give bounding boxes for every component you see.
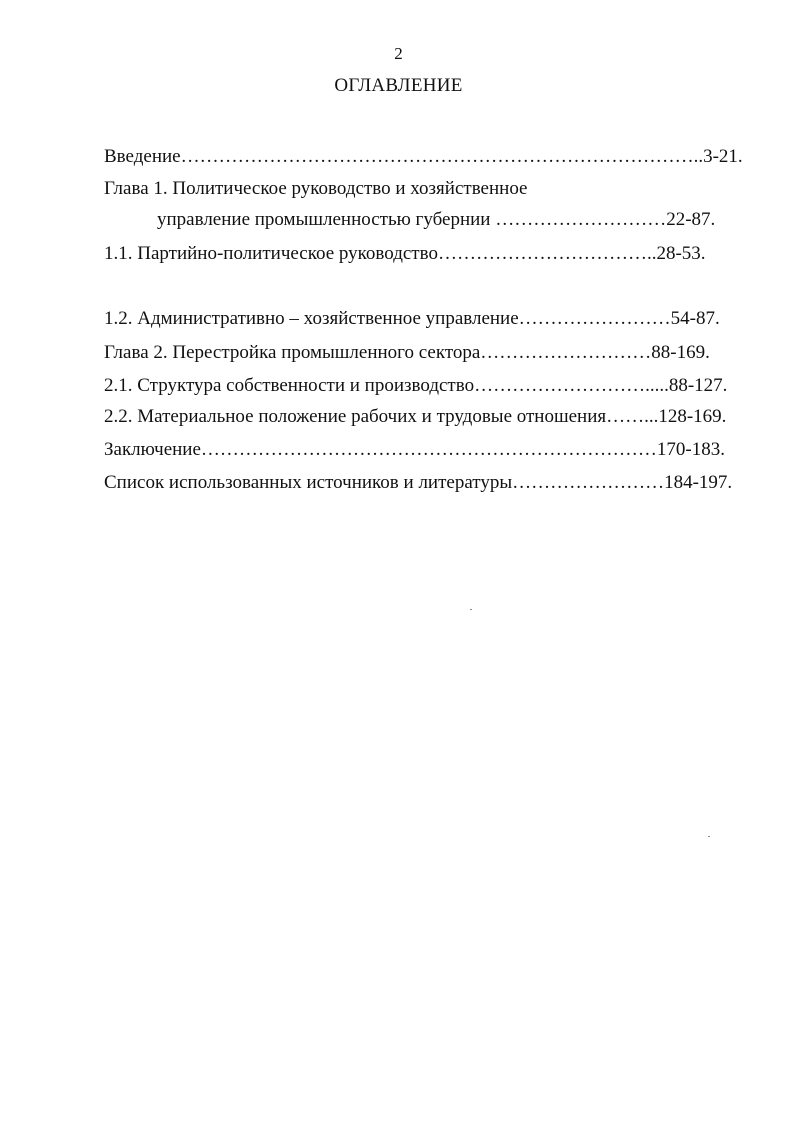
scan-speck — [708, 836, 710, 837]
toc-entry-chapter-2: Глава 2. Перестройка промышленного сектора………………………88-169. — [104, 342, 710, 363]
toc-entry-section-2-2: 2.2. Материальное положение рабочих и трудовые отношения……...128-169. — [104, 406, 727, 427]
toc-entry-section-2-1: 2.1. Структура собственности и производство……………………….....88-127. — [104, 375, 728, 396]
toc-entry-chapter-1-continuation: управление промышленностью губернии ………………………22-87. — [157, 209, 716, 230]
toc-entry-chapter-1-heading: Глава 1. Политическое руководство и хозяйственное — [104, 178, 528, 199]
page-number: 2 — [394, 44, 403, 63]
toc-entry-section-1-2: 1.2. Административно – хозяйственное управление……………………54-87. — [104, 308, 720, 329]
toc-entry-bibliography: Список использованных источников и литературы……………………184-197. — [104, 472, 733, 493]
toc-entry-section-1-1: 1.1. Партийно-политическое руководство……………………………..28-53. — [104, 243, 706, 264]
toc-entry-conclusion: Заключение………………………………………………………………170-183. — [104, 439, 725, 460]
scan-speck — [470, 609, 472, 610]
toc-entry-introduction: Введение………………………………………………………………………..3-21. — [104, 146, 743, 167]
page-title: ОГЛАВЛЕНИЕ — [334, 75, 463, 96]
